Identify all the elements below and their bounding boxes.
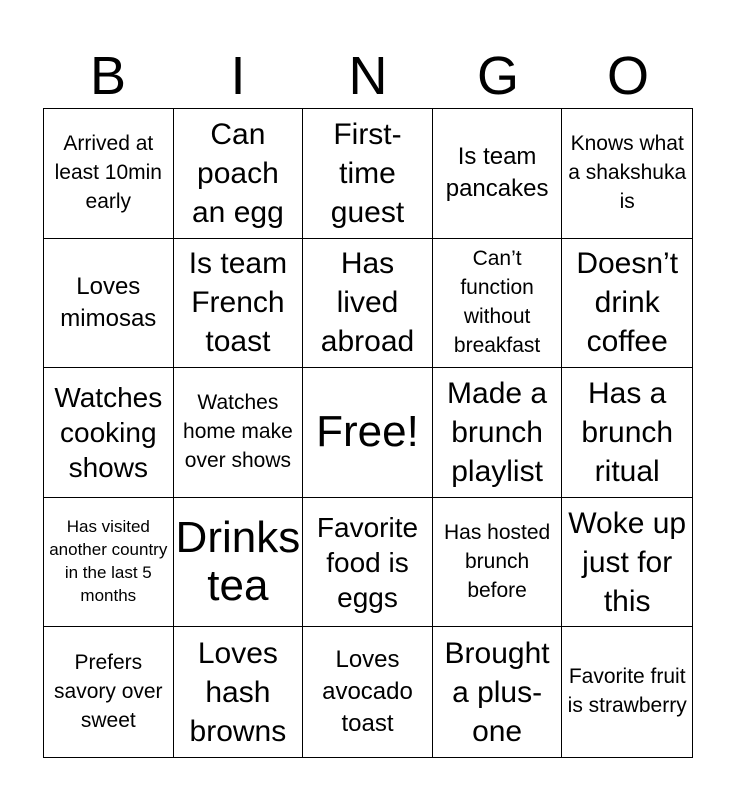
bingo-cell[interactable]: [303, 109, 433, 239]
header-letter-o: O: [606, 46, 649, 106]
bingo-cell-text: Has a brunch ritual: [581, 376, 674, 488]
bingo-cell-text: Free!: [316, 407, 419, 457]
bingo-cell-text: Watches cooking shows: [54, 381, 163, 483]
bingo-cell[interactable]: [433, 368, 563, 498]
bingo-cell[interactable]: [174, 627, 304, 757]
bingo-cell[interactable]: [433, 498, 563, 628]
bingo-cell[interactable]: [433, 239, 563, 369]
bingo-cell[interactable]: [303, 498, 433, 628]
bingo-cell[interactable]: [174, 239, 304, 369]
bingo-cell-text: Favorite fruit is strawberry: [567, 665, 687, 718]
bingo-cell[interactable]: [174, 498, 304, 628]
bingo-cell[interactable]: [562, 239, 692, 369]
bingo-cell[interactable]: [44, 368, 174, 498]
bingo-cell-text: Can’t function without breakfast: [453, 246, 541, 357]
bingo-cell-text: Watches home make over shows: [183, 391, 293, 472]
bingo-cell[interactable]: [44, 109, 174, 239]
bingo-cell[interactable]: [303, 239, 433, 369]
bingo-cell-text: Is team French toast: [188, 247, 288, 359]
bingo-cell-text: Favorite food is eggs: [316, 511, 419, 613]
bingo-cell[interactable]: [562, 627, 692, 757]
header-letter-b: B: [89, 46, 127, 106]
bingo-cell-text: Made a brunch playlist: [447, 376, 548, 488]
bingo-cell-text: Woke up just for this: [568, 506, 687, 618]
bingo-cell-text: Drinks tea: [175, 512, 301, 611]
bingo-cell-text: Has hosted brunch before: [443, 520, 551, 602]
bingo-cell[interactable]: [174, 368, 304, 498]
bingo-cell-text: Knows what a shakshuka is: [568, 131, 687, 213]
bingo-cell-free[interactable]: [303, 368, 433, 498]
bingo-cell-text: Has visited another country in the last 5 months: [49, 517, 168, 606]
bingo-cell-text: Loves hash browns: [189, 636, 287, 748]
header-letter-i: I: [230, 46, 246, 106]
bingo-cell[interactable]: [433, 109, 563, 239]
bingo-cell-text: Loves avocado toast: [322, 645, 413, 738]
header-letter-n: N: [348, 46, 388, 106]
bingo-cell-text: Arrived at least 10min early: [54, 131, 162, 213]
bingo-cell[interactable]: [44, 239, 174, 369]
bingo-header: [43, 44, 693, 108]
header-letter-g: G: [476, 46, 519, 106]
bingo-cell-text: Loves mimosas: [60, 272, 157, 332]
bingo-cell-text: Can poach an egg: [192, 117, 284, 229]
bingo-cell[interactable]: [174, 109, 304, 239]
bingo-cell-text: Is team pancakes: [445, 142, 549, 203]
bingo-card-grid: [43, 108, 693, 758]
bingo-cell[interactable]: [44, 498, 174, 628]
bingo-cell-text: Has lived abroad: [320, 247, 415, 359]
bingo-cell[interactable]: [433, 627, 563, 757]
bingo-cell[interactable]: [562, 498, 692, 628]
bingo-cell[interactable]: [303, 627, 433, 757]
bingo-cell[interactable]: [562, 368, 692, 498]
bingo-cell-text: Doesn’t drink coffee: [576, 247, 679, 359]
bingo-cell-text: First-time guest: [330, 117, 405, 229]
bingo-cell[interactable]: [44, 627, 174, 757]
bingo-cell[interactable]: [562, 109, 692, 239]
bingo-cell-text: Prefers savory over sweet: [54, 650, 163, 732]
bingo-cell-text: Brought a plus-one: [444, 636, 550, 748]
